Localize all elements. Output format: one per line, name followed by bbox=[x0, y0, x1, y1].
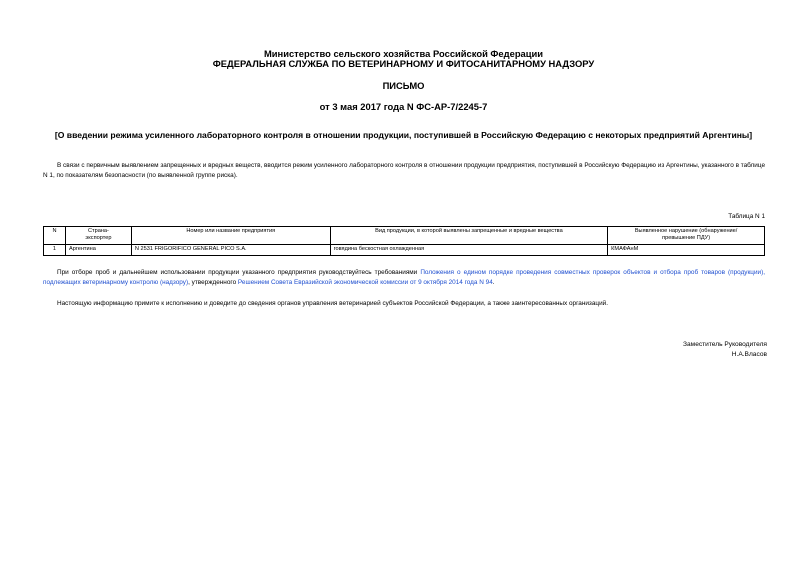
cell-country: Аргентина bbox=[65, 245, 131, 256]
cell-product: говядина бескостная охлажденная bbox=[330, 245, 608, 256]
service-title: ФЕДЕРАЛЬНАЯ СЛУЖБА ПО ВЕТЕРИНАРНОМУ И ФИТОСАНИТАРНОМУ НАДЗОРУ bbox=[212, 58, 595, 69]
column-header-enterprise: Номер или название предприятия bbox=[131, 227, 330, 245]
column-header-number: N bbox=[44, 227, 66, 245]
violations-table bbox=[43, 226, 765, 256]
document-date-number: от 3 мая 2017 года N ФС-АР-7/2245-7 bbox=[319, 101, 488, 112]
instruction-paragraph: Настоящую информацию примите к исполнению и доведите до сведения органов управления ветеринарией субъектов Российской Федерации, а также заинтересованных организаций. bbox=[57, 300, 608, 307]
column-header-violation: Выявленное нарушение (обнаружение/ превышение ПДУ) bbox=[608, 227, 765, 245]
column-header-country: Страна- экспортер bbox=[65, 227, 131, 245]
decision-link[interactable]: Решением Совета Евразийской экономической комиссии от 9 октября 2014 года N 94 bbox=[237, 279, 493, 286]
regulation-text-after: . bbox=[492, 279, 495, 286]
cell-number: 1 bbox=[44, 245, 66, 256]
table-row bbox=[44, 245, 765, 256]
regulation-text-before: При отборе проб и дальнейшем использовании продукции указанного предприятия руководствуйтесь требованиями bbox=[57, 269, 421, 276]
regulation-paragraph bbox=[43, 268, 765, 288]
document-subject: [О введении режима усиленного лабораторного контроля в отношении продукции, поступившей в Российскую Федерацию с некоторых предприятий Аргентины] bbox=[54, 130, 753, 140]
table-caption: Таблица N 1 bbox=[728, 213, 765, 220]
document-type: ПИСЬМО bbox=[382, 80, 425, 91]
regulation-text-middle: , утвержденного bbox=[188, 279, 238, 286]
signatory-name: Н.А.Власов bbox=[731, 351, 767, 358]
signatory-position: Заместитель Руководителя bbox=[683, 341, 767, 348]
regulation-link[interactable]: Положения о едином порядке проведения совместных проверок объектов и отбора проб товаров (продукции), подлежащих ветеринарному контролю (надзору) bbox=[43, 269, 766, 286]
column-header-product: Вид продукции, в которой выявлены запрещенные и вредные вещества bbox=[330, 227, 608, 245]
ministry-title: Министерство сельского хозяйства Российской Федерации bbox=[263, 48, 544, 59]
intro-paragraph: В связи с первичным выявлением запрещенных и вредных веществ, вводится режим усиленного лабораторного контроля в отношении продукции предприятия, поступившей в Российскую Федерацию из Аргентины, указанного в таблице N 1, по показателям безопасности (по выявленной группе риска). bbox=[43, 162, 765, 179]
cell-violation: КМАФАнМ bbox=[608, 245, 765, 256]
table-header-row bbox=[44, 227, 765, 245]
cell-enterprise: N 2531 FRIGORIFICO GENERAL PICO S.A. bbox=[131, 245, 330, 256]
